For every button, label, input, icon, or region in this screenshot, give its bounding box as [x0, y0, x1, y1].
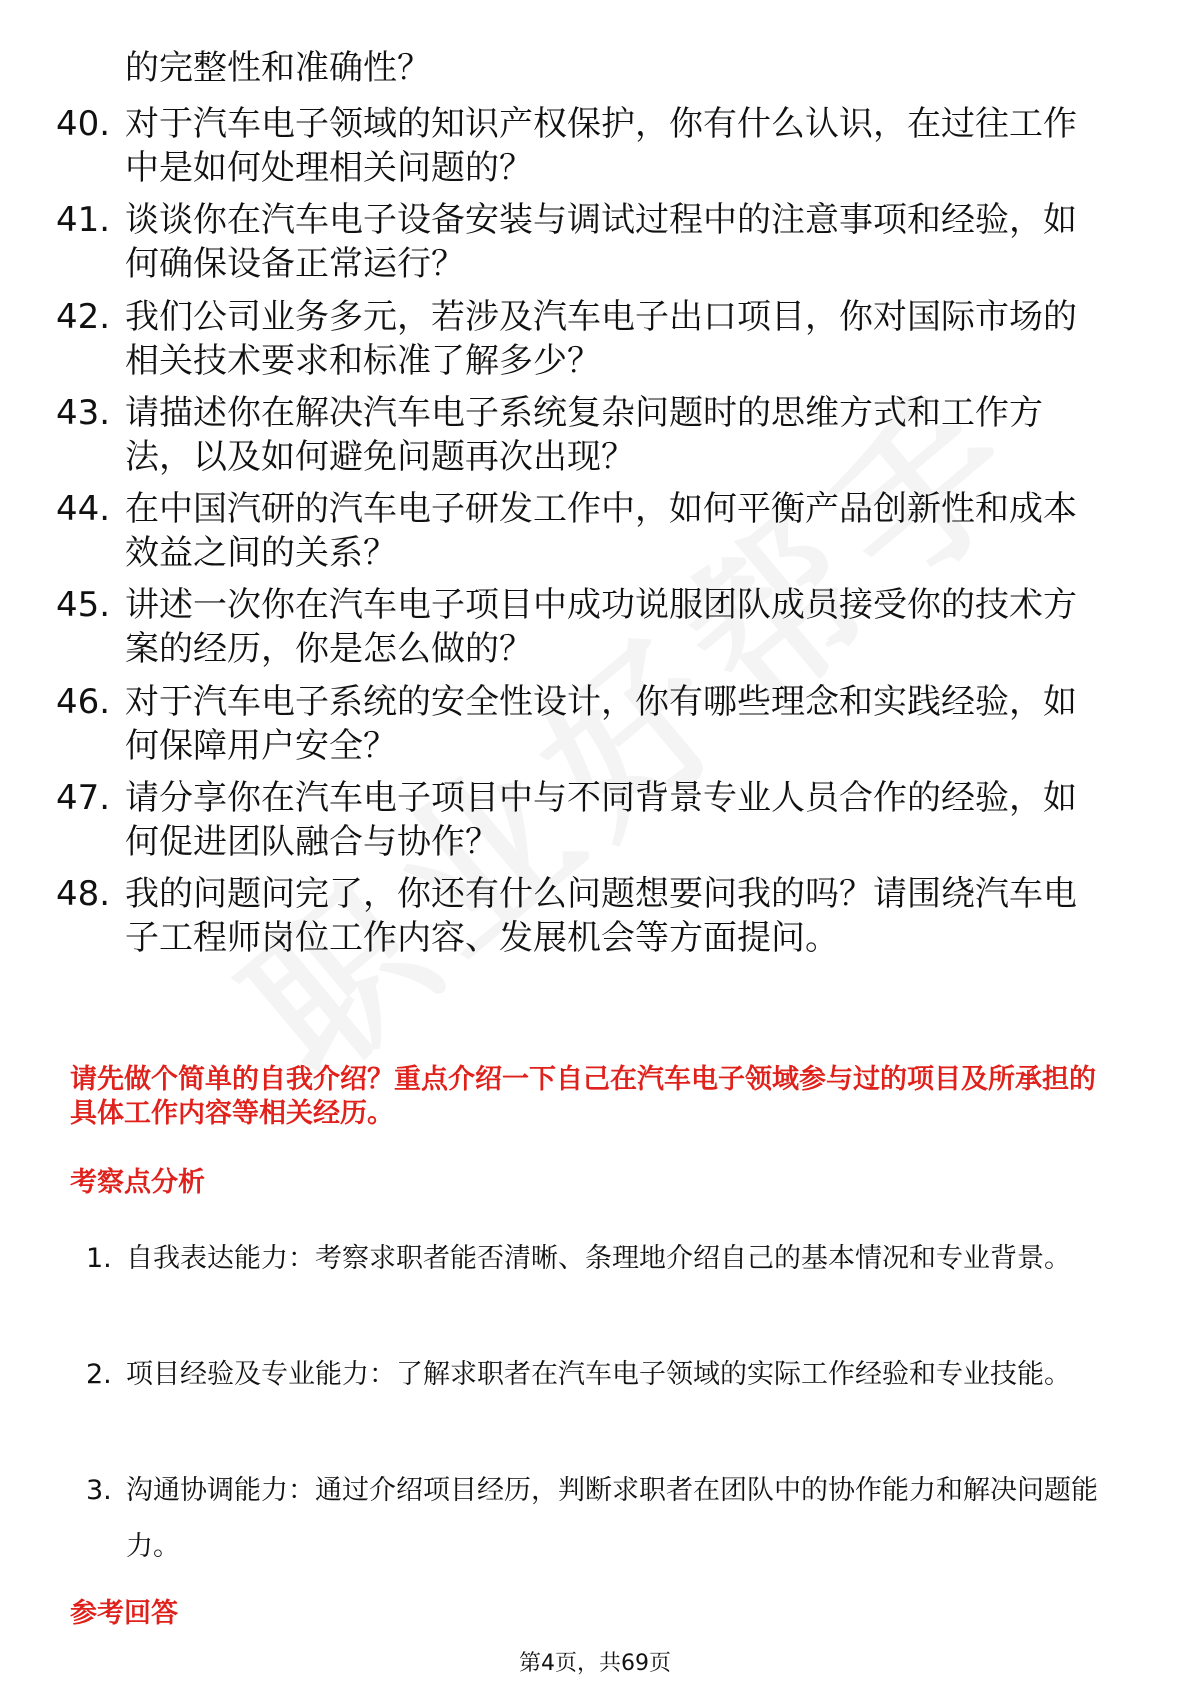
question-number: 47.	[56, 778, 111, 818]
analysis-heading: 考察点分析	[70, 1167, 205, 1198]
question-continuation: 的完整性和准确性？	[125, 48, 431, 88]
question-text: 我的问题问完了，你还有什么问题想要问我的吗？请围绕汽车电子工程师岗位工作内容、发展机会等方面提问。	[125, 874, 1077, 958]
question-number: 44.	[56, 489, 111, 529]
question-text: 请描述你在解决汽车电子系统复杂问题时的思维方式和工作方法，以及如何避免问题再次出现？	[125, 393, 1043, 477]
question-item	[56, 680, 1116, 768]
question-number: 43.	[56, 393, 111, 433]
question-text: 请分享你在汽车电子项目中与不同背景专业人员合作的经验，如何促进团队融合与协作？	[125, 778, 1077, 862]
question-item	[56, 583, 1116, 671]
question-item	[56, 295, 1116, 383]
red-question-heading: 请先做个简单的自我介绍？重点介绍一下自己在汽车电子领域参与过的项目及所承担的具体工作内容等相关经历。	[70, 1064, 1096, 1129]
question-number: 48.	[56, 874, 111, 914]
point-number: 1.	[86, 1243, 112, 1274]
question-text: 讲述一次你在汽车电子项目中成功说服团队成员接受你的技术方案的经历，你是怎么做的？	[125, 585, 1077, 669]
question-item	[56, 872, 1116, 960]
question-item	[56, 776, 1116, 864]
question-number: 41.	[56, 200, 111, 240]
question-item	[56, 391, 1116, 479]
question-text: 我们公司业务多元，若涉及汽车电子出口项目，你对国际市场的相关技术要求和标准了解多少？	[125, 297, 1077, 381]
question-number: 45.	[56, 585, 111, 625]
question-item	[56, 102, 1116, 190]
analysis-point	[86, 1463, 1116, 1575]
question-number: 40.	[56, 104, 111, 144]
point-number: 3.	[86, 1475, 112, 1506]
point-number: 2.	[86, 1359, 112, 1390]
question-item	[56, 198, 1116, 286]
question-text: 对于汽车电子领域的知识产权保护，你有什么认识，在过往工作中是如何处理相关问题的？	[125, 104, 1077, 188]
page-footer: 第4页，共69页	[519, 1651, 671, 1676]
question-text: 谈谈你在汽车电子设备安装与调试过程中的注意事项和经验，如何确保设备正常运行？	[125, 200, 1077, 284]
question-text: 对于汽车电子系统的安全性设计，你有哪些理念和实践经验，如何保障用户安全？	[125, 682, 1077, 766]
point-text: 自我表达能力：考察求职者能否清晰、条理地介绍自己的基本情况和专业背景。	[126, 1243, 1071, 1274]
analysis-point	[86, 1347, 1116, 1403]
question-number: 42.	[56, 297, 111, 337]
point-text: 沟通协调能力：通过介绍项目经历，判断求职者在团队中的协作能力和解决问题能力。	[126, 1475, 1098, 1562]
question-number: 46.	[56, 682, 111, 722]
analysis-point	[86, 1231, 1116, 1287]
question-item	[56, 487, 1116, 575]
answer-heading: 参考回答	[70, 1598, 178, 1629]
point-text: 项目经验及专业能力：了解求职者在汽车电子领域的实际工作经验和专业技能。	[126, 1359, 1071, 1390]
question-text: 在中国汽研的汽车电子研发工作中，如何平衡产品创新性和成本效益之间的关系？	[125, 489, 1077, 573]
